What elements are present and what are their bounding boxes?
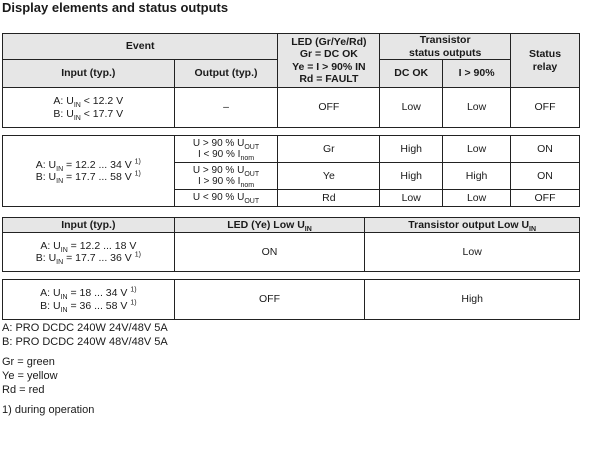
led-cell: OFF — [174, 280, 365, 320]
i90-cell: Low — [443, 190, 511, 207]
event-header: Event — [3, 34, 278, 60]
dcok-cell: Low — [380, 88, 443, 128]
legend-green: Gr = green — [2, 356, 55, 368]
dcok-header: DC OK — [380, 60, 443, 88]
led-cell: Rd — [278, 190, 380, 207]
led-cell: OFF — [278, 88, 380, 128]
table-row — [3, 233, 580, 272]
transistor-cell: High — [365, 280, 580, 320]
i90-cell: Low — [443, 88, 511, 128]
model-note-a: A: PRO DCDC 240W 24V/48V 5A — [2, 322, 168, 334]
legend-red: Rd = red — [2, 384, 45, 396]
table-row — [3, 88, 580, 128]
dcok-cell: Low — [380, 190, 443, 207]
i90-cell: Low — [443, 136, 511, 163]
relay-cell: OFF — [511, 190, 580, 207]
output-cell: U > 90 % $U_{OUT}$ I > 90 % $I_{nom}$ — [174, 163, 278, 190]
led-cell: Gr — [278, 136, 380, 163]
relay-cell: ON — [511, 136, 580, 163]
relay-header: Status relay — [511, 34, 580, 88]
footnote: 1) during operation — [2, 404, 95, 416]
input-header: Input (typ.) — [3, 218, 175, 233]
transistor-low-header: Transistor output Low $U_{IN}$ — [365, 218, 580, 233]
table-row — [3, 280, 580, 320]
relay-cell: OFF — [511, 88, 580, 128]
output-cell: U < 90 % $U_{OUT}$ — [174, 190, 278, 207]
input-header: Input (typ.) — [3, 60, 175, 88]
led-cell: ON — [174, 233, 365, 272]
dcok-cell: High — [380, 163, 443, 190]
input-cell: A: $U_{IN} = 18$ ... 34 V $^{1)}$ B: $U_{IN} = 36$ ... 58 V $^{1)}$ — [3, 280, 175, 320]
input-cell: A: $U_{IN} = 12.2$ ... 18 V B: $U_{IN} = 17.7$ ... 36 V $^{1)}$ — [3, 233, 175, 272]
input-cell: A: $U_{IN} < 12.2$ V B: $U_{IN} < 17.7$ V — [3, 88, 175, 128]
relay-cell: ON — [511, 163, 580, 190]
transistor-cell: Low — [365, 233, 580, 272]
i90-cell: High — [443, 163, 511, 190]
led-header: LED (Gr/Ye/Rd) Gr = DC OK Ye = I > 90% IN Rd = FAULT — [278, 34, 380, 88]
led-low-header: LED (Ye) Low $U_{IN}$ — [174, 218, 365, 233]
i90-header: I > 90% — [443, 60, 511, 88]
output-header: Output (typ.) — [174, 60, 278, 88]
page-title: Display elements and status outputs — [2, 0, 229, 15]
input-cell: A: $U_{IN} = 12.2$ ... 34 V $^{1)}$ B: $U_{IN} = 17.7$ ... 58 V $^{1)}$ — [3, 136, 175, 207]
model-note-b: B: PRO DCDC 240W 48V/48V 5A — [2, 336, 168, 348]
dcok-cell: High — [380, 136, 443, 163]
low-voltage-table — [2, 217, 580, 320]
output-cell: – — [174, 88, 278, 128]
table-row — [3, 136, 580, 163]
status-table — [2, 33, 580, 207]
output-cell: U > 90 % $U_{OUT}$ I < 90 % $I_{nom}$ — [174, 136, 278, 163]
transistor-header: Transistor status outputs — [380, 34, 511, 60]
led-cell: Ye — [278, 163, 380, 190]
legend-yellow: Ye = yellow — [2, 370, 58, 382]
